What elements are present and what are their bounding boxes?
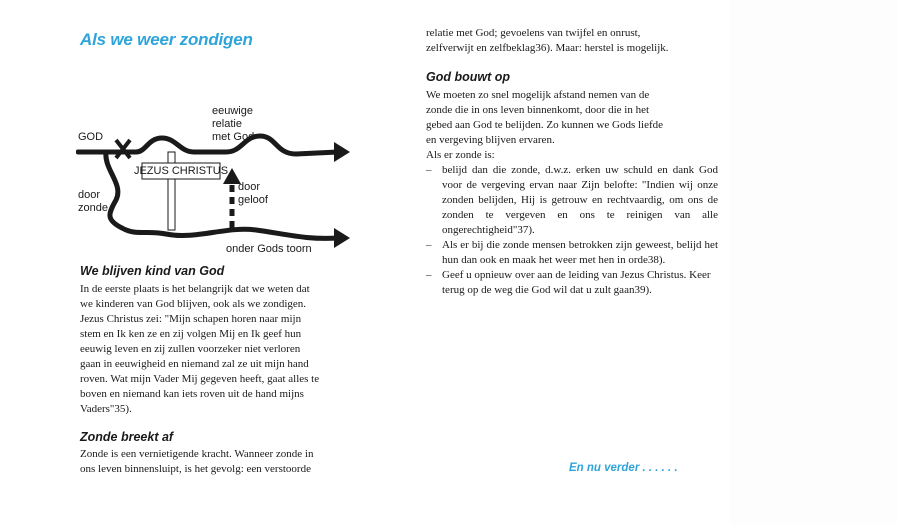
wrath-label: onder Gods toorn — [226, 243, 312, 255]
cross-icon — [134, 152, 228, 230]
faith-label-1: door — [238, 181, 261, 193]
list-item: – Geef u opnieuw over aan de leiding van Jezus Christus. Keer terug op de weg die God wil dat u zult gaan39). — [426, 268, 718, 298]
right-page — [410, 0, 730, 524]
continued-text — [426, 26, 726, 56]
text-line: stem en Ik ken ze en zij volgen Mij en Ik geef hun — [80, 328, 302, 340]
wrath-arrowhead — [334, 228, 350, 248]
section-heading-child-of-god: We blijven kind van God — [80, 264, 225, 278]
section-body-god-builds — [426, 88, 718, 298]
relationship-line — [78, 136, 338, 154]
relationship-arrowhead — [334, 142, 350, 162]
section-body-sin-destroys — [80, 447, 380, 477]
text-line: zelfverwijt en zelfbeklag36). Maar: herstel is mogelijk. — [426, 42, 669, 54]
cross-sign-label: JEZUS CHRISTUS — [133, 165, 229, 177]
relation-label-2: relatie — [212, 118, 242, 130]
page-edge — [730, 0, 897, 524]
text-line: Als er zonde is: — [426, 149, 495, 161]
relation-label-3: met God — [212, 131, 255, 143]
text-line: eeuwig leven en zij zullen voorzeker niet verloren — [80, 343, 301, 355]
text-line: ons leven binnensluipt, is het gevolg: een verstoorde — [80, 463, 311, 475]
section-heading-sin-destroys: Zonde breekt af — [80, 430, 174, 444]
confession-list — [426, 163, 718, 298]
text-line: zonde die in ons leven binnenkomt, door die in het — [426, 104, 650, 116]
break-x-icon — [116, 140, 130, 158]
salvation-diagram — [76, 100, 366, 260]
list-item: – belijd dan die zonde, d.w.z. erken uw schuld en dank God voor de vergeving ervan naar Zijn belofte: "Indien wij onze zonden belijden, Hij is getrouw en rechtvaardig, om ons de zonden te vergeven en ons te reinigen van alle ongerechtigheid"37). — [426, 163, 718, 238]
page-title: Als we weer zondigen — [80, 30, 253, 49]
section-heading-god-builds: God bouwt op — [426, 70, 511, 84]
text-line: Vaders"35). — [80, 403, 132, 415]
god-label: GOD — [78, 131, 104, 143]
section-body-child-of-god — [80, 282, 380, 417]
text-line: Zonde is een vernietigende kracht. Wanneer zonde in — [80, 448, 314, 460]
faith-label-2: geloof — [238, 194, 268, 206]
text-line: Jezus Christus zei: "Mijn schapen horen naar mijn — [80, 313, 302, 325]
text-line: We moeten zo snel mogelijk afstand nemen van de — [426, 89, 650, 101]
text-line: boven en niemand kan iets roven uit de hand mijns — [80, 388, 304, 400]
sin-label-1: door — [78, 189, 101, 201]
text-line: roven. Wat mijn Vader Mij gegeven heeft, gaat alles te — [80, 373, 320, 385]
text-line: we kinderen van God blijven, ook als we zondigen. — [80, 298, 307, 310]
text-line: In de eerste plaats is het belangrijk dat we weten dat — [80, 283, 310, 295]
left-page — [0, 0, 410, 524]
text-line: gaan in eeuwigheid en niemand zal ze uit mijn hand — [80, 358, 309, 370]
list-item: – Als er bij die zonde mensen betrokken zijn geweest, belijd het hun dan ook en maak het weer met hen in orde38). — [426, 238, 718, 268]
sin-label-2: zonde — [78, 202, 108, 214]
text-line: relatie met God; gevoelens van twijfel en onrust, — [426, 27, 641, 39]
text-line: gebed aan God te belijden. Zo kunnen we Gods liefde — [426, 119, 664, 131]
relation-label-1: eeuwige — [212, 105, 253, 117]
text-line: en vergeving blijven ervaren. — [426, 134, 555, 146]
continue-link[interactable]: En nu verder . . . . . . — [569, 462, 678, 474]
